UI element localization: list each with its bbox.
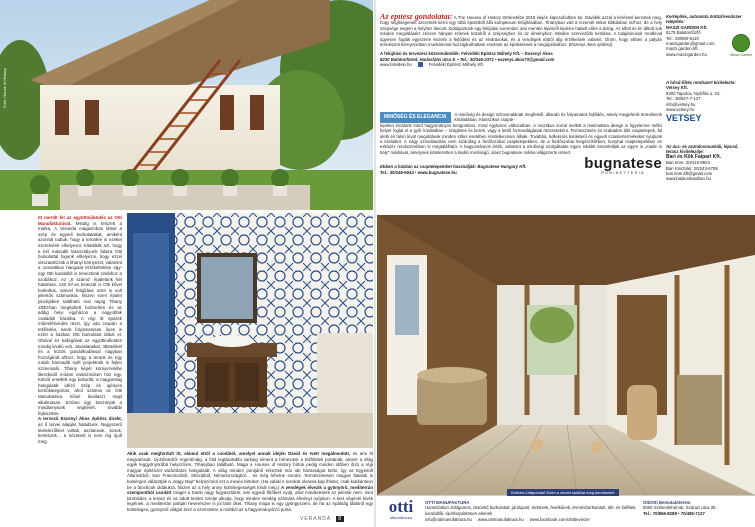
center-article-text2: zsaget a Sanki nagy fogyasztókör, ami egyedi fűtőkert nyújt, ahol mindenkinek ez jelentik nem, mint bimbóidet, a terasz és az adott terület szintje alkotja, hogy minden vendég számára élményt nyújtson. A kert végénél kivék legelnek, a mediterrán partján heverészve is jól látni őket. Tihany maga is egy gyöngyszem, de ha az Apátság tábláról egy különleges, gyönyörű világot érez a szemünkre a múltból az a hagyományőrző porta. [127, 490, 373, 512]
architect-signature: (Eszenyi Ákos építész) [568, 42, 613, 48]
contractors-sidebar [666, 14, 752, 214]
bugnatese-intro: A minőség és design színvonalának megfelelő, állandó és folyamatos fejlődés, amely megjelenik termékeink kínálatában. Klasszikus csapte- [454, 112, 662, 123]
bugnatese-footer: Ebben a házban az csaptelepeinket használják: Bugnatese Hungary Kft. [380, 164, 527, 170]
bari-label: Az ács- és asztalosmunkák, lépcső, terasz kivitelezője: [666, 144, 739, 155]
garden-email[interactable]: maszigarden@gmail.com [666, 41, 715, 47]
garden-logo-icon [732, 34, 750, 52]
architect-ad-intro: A The Houses of History történetébe 2019 elején kapcsolódtam be. Dávidék azzal a kéréssel kerestek meg, hogy segítségemet szeretnék kérni egy több épületből álló komplexum felújításában. Tihanyban várt a rezervét ekkor kilátásban vízhez, de a hely szépsége engem a helyhez láncolt. [380, 15, 662, 31]
bugnatese-contact: Tel.: 30/346-6044 • www.bugnatese.hu [380, 169, 457, 175]
otti-company: OTTI MANUFAKTURA [425, 500, 470, 505]
otti-email[interactable]: info@ottimanufaktura.hu [425, 517, 472, 523]
otti-facebook[interactable]: www.facebook.com/ottibeviezer [529, 517, 590, 523]
left-article [38, 215, 122, 515]
garden-company: MASZI GARDEN Kft. [666, 24, 708, 30]
architect-social-link[interactable]: Felvidéki Építész Műhely Kft. [428, 62, 484, 68]
garden-social[interactable]: maszi.garden.kft. [666, 46, 699, 52]
otti-logo: otti [388, 497, 414, 516]
otti-top-line: Kedves Lettporvád! Ezen a címen találhat meg bennünket: [507, 489, 619, 496]
otti-web[interactable]: www.ottimanufaktura.hu [477, 517, 524, 523]
bari-web[interactable]: www.balatonkastilan.hu [666, 176, 711, 182]
bugnatese-body: lepeket kínálunk mind hagyományos kerigombos, mind egykaros változatban. A rusztikus sorral mellett a minimalista design is figyelemre méltó helyet foglal el a gyűr kínálatban – szögletes és kerek, vagy a kettő formavilágának ötvözeteként. Termesztetés és szabadon álló csaptelepek, fal aletti és falon kívül megoldások minden stílus esetében rendelkezésre állnak. Továbbá, kollekciós karakterű és egyedi szanitertermékeket nyújtunk a kínálatot. A nagy színválasztás nem kizárólag a fürdőszobai csaptelepekben, de a fürdőszobai kiegészítőkben, konyhai csaptelepekben és exkluzív rendszerekben is megtalálható. A hagyományos érték, valamint a minőségi szolgáltatás egyre inkább összeköljük az egyre is „made in Italy” márkával, amelynek kötelezetten a kiváló minőségű, olasz bugnatese márka világszerte ismert. [380, 122, 662, 155]
page-footer [300, 516, 372, 526]
otti-ad [377, 490, 755, 527]
architect-company-line: A felújítási és tervezési közreműködők: Felvidéki Építész Műhely Kft. – Eszenyi Ákos [380, 51, 553, 57]
bari-box [666, 144, 752, 182]
photo-credit-vertical: Fotó: House of History [2, 68, 7, 108]
bari-company: Bari és Kök Faipari Kft. [666, 153, 722, 160]
bathroom-photo [127, 213, 373, 448]
bugnatese-ad [380, 112, 662, 204]
bari-email[interactable]: bari.krek.kft@gmail.com [666, 171, 713, 177]
left-article-lead: Itt merült fel az együttműködés az Otti Manufaktúrával. [38, 215, 122, 226]
magazine-name: VERANDA [300, 516, 331, 522]
bugnatese-headline-box: MINŐSÉG ÉS ELEGANCIA [380, 112, 451, 123]
architect-ad [380, 14, 662, 109]
architect-ad-p2: Kidolgoztunk egy felújítási sorrendet, ami mentén lépésről lépésre haladt előre a dolog. Az elfelt és én álltott sok minden megoldásért. Hiszen hányan értenek közelről a szépséghez és az élményhez. Minden szerveződs kérdésa. A tulajdonosok rendkívül ügyesen fogták egyszerre kezelni a fejlődést és az elvárásokat, és a vendégek ebből alig érzékelnek valamit. Öröm, hogy ebben a pályán természeti környezetben munkámmal hozzájárulhattam ezeknek az épületeknek a megújulásához. [380, 25, 662, 48]
otti-logo-sub: Manufactura [389, 515, 413, 520]
vetsey-label: A hősű-fűtés rendszert kivitelezte: [666, 80, 736, 85]
otti-showroom-tel: Tel.: 70/866-8288 • 70/485-7127 [643, 510, 705, 516]
center-article-lead: Akik csak megfordult itt, elámul ettől a csodától, amelyet annak idején Dávid és Ivett megálmodott, [127, 451, 351, 456]
architect-ad-headline: Az építész gondolatai: [380, 14, 453, 21]
garden-box [666, 14, 752, 76]
otti-desc: Hamisítatlan zöldgumos, betonkő burkolatok, járólapok, térkövek, fenékűvek, termésbúrkolatok, dió- és falfélek, kandallók, építészpótkönen elemek [425, 505, 637, 516]
otti-showroom-label: OttiOtti Bemutatóterem [643, 500, 691, 505]
house-exterior-photo [0, 0, 373, 210]
garden-tel: Tel.: 20/590-6110 [666, 35, 699, 41]
garden-logo-text: Maszi Garden [730, 53, 752, 57]
veranda-photo [377, 215, 755, 495]
left-article-text: Mindig is tetszett a márka. A Veranda magazinban láttuk a szép és egyedi burkolataikat, amiként azonnal tudtuk, hogy a terünkre is ezeket szeretnénk elhelyezni. Kitalálták azt, hogy a két második lakosztályunk falaira Otti burkolattal fogunk elhelyezni, hogy ezzel visszaidézzük a tihanyi környezet, valamint a romantikus hangulat érzékeltetése egy-egy Otti kandallót is terveztünk szabihoz a szobához. Az „6 számú” épületünk két hatalmas, 120 m²-es teraszát is Otti kővel burkoltuk, amivel felújítása szint is volt jelentős számunkra, hiszen ezen épület pincéjében található mai napig Tihany 1830-ban megépített borborítés és az addig helyi egyházon a nagyobbik családok házaiba. A régi itt épszek műemlékvédeti részt, így oda csupán a tetőfedés, sarok folyamatosan, ilyen is ezért a házban Otti burkolatot láttuk el. Ottóval és kollégáival az együttműködés mindig kiváló volt. Javaslataikat, ötleteikkel és a közös gondolkodással nagyban hozzájárult ahhoz, hogy a terünk és egy másik harmadik nyílt projektünk is fejlen színvonalú. Tihany képét környezetébe illeszkedő módon valószínűsen hoz egy. Külsőt emellett egy kulturált, a magyarság hangulatát idéző szép és igényes biztrókategórias, ahol számos az Otti Manufaktúra kővel kiválaszt majd alkalmasan. Ezúton úgy köszönjük a mindannyiunk segítését, további fejlesztése. [38, 220, 122, 416]
page-gutter [374, 0, 376, 527]
center-article-text: és ami ítt megvalósult. Új-Zélandról Argentínáig, a föld legtávolabbi sarkaig elment a hírnevünk a külföldiek portának, amiért a világ egyik leggyönyörűbb helyszínén, Tihanyban található. Maga a Houses of History bírtok pedig minden időben őrizi a régi magyar építészet varázslatos hangulatát. A világ minden pontjáról érkeztek már ide házasságot kötni, így az Egyesült Államokból, San Franciscóból, Skóciából, Németországból… és még lehetne sorolni. Természetesen magyar fiatalok is bolsérgen választják a „Nagy Nap” helyszínéül ezt a mesés birtokot. (Ha valaki e sorokat olvasva kap ihletet, csak kukkantson be a facebook oldalukra, hiszen az a hely annyi különlegességet kínál még.) [127, 451, 373, 490]
otti-showroom-address: 8000 Székesfehérvár, Szárazi utca 30. [643, 505, 717, 511]
vetsey-web[interactable]: www.vetsey.hu [666, 107, 695, 113]
center-article [127, 451, 373, 513]
page-number: 8 [338, 516, 343, 522]
architect-text: az ő tervei alapján haladtunk. Nagyszerű kivitelezőkkel voltak, asztalosok, ácsok, kertészek… a nézetető is nem rég újult meg. [38, 421, 122, 444]
vetsey-box [666, 80, 752, 138]
bugnatese-logo: bugnatese [584, 155, 662, 173]
center-article-lead2: A vendégek élvezik a gyönyörű, mediterrán szempontból csodált [127, 484, 373, 496]
vetsey-tel: Tel.: 30/947-7-127 [666, 96, 701, 102]
bari-tel1: Bari Imre: 20/415-9824 [666, 160, 710, 166]
bari-tel2: Bari Krisztián: 20/243-6795 [666, 165, 718, 171]
vetsey-logo: VETSEY [666, 113, 702, 124]
garden-web[interactable]: www.maszigarden.hu [666, 51, 707, 57]
garden-address: 8175 Balatonfűzfő [666, 30, 701, 36]
garden-label: Kertépítés, automata öntözőrendszer telepítés: [666, 14, 742, 25]
architect-address-line: 8230 Balatonfüred, Hadasfalvi utca 8. • Tel.: 30/346-2371 • eszenyi.akos73@gmail.com [380, 56, 555, 62]
vetsey-email[interactable]: info@vetsey.hu [666, 101, 696, 107]
vetsey-company: Vetsey Kft. [666, 85, 688, 91]
facebook-icon [418, 62, 423, 67]
vetsey-address: 8300 Tapolca, Nyárfás u. 23. [666, 90, 721, 96]
architect-web-link[interactable]: www.felvideki.hu [380, 62, 412, 68]
bugnatese-logo-sub: RUBINETTERIA [601, 171, 645, 176]
architect-lead: A tervező Eszenyi Ákos építész direkt, [38, 416, 122, 422]
